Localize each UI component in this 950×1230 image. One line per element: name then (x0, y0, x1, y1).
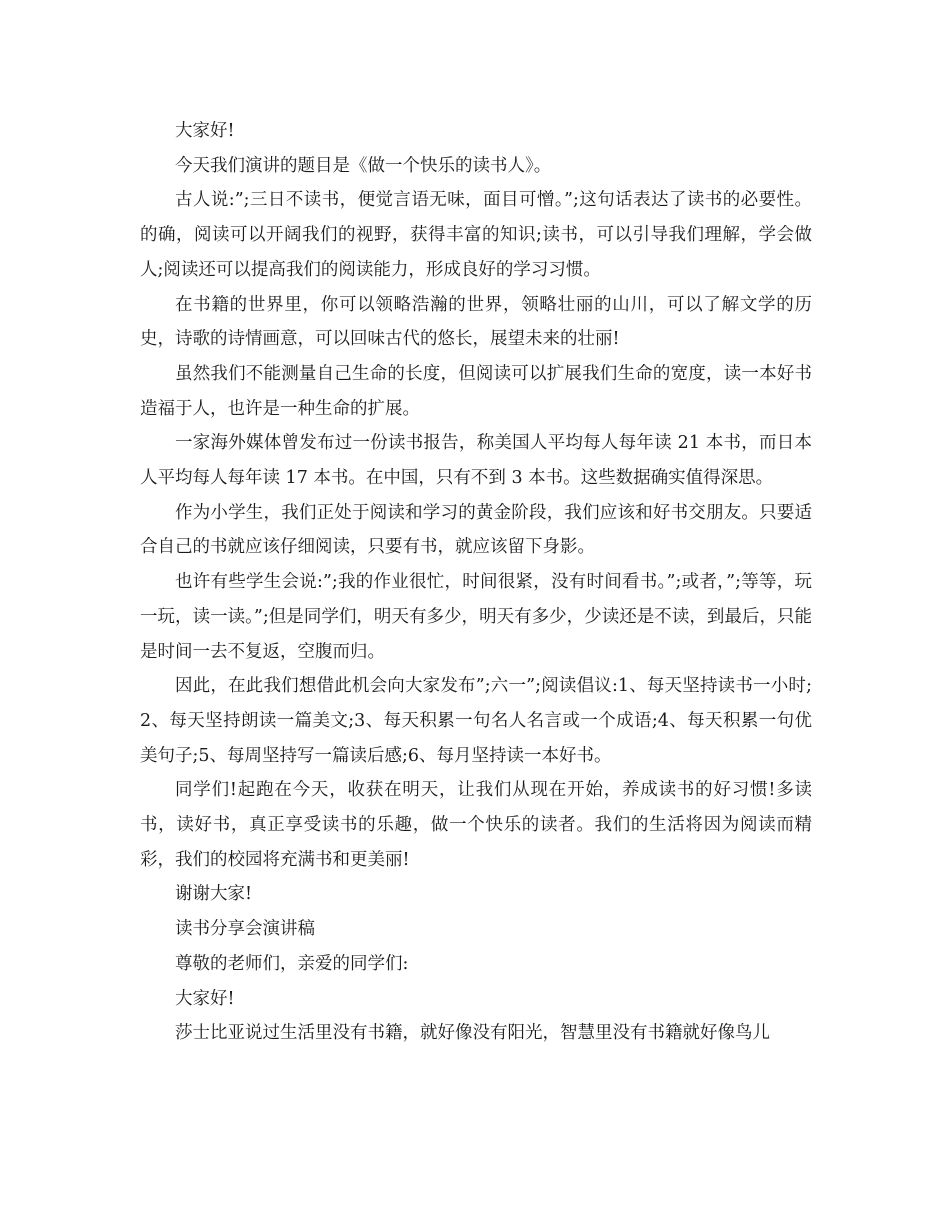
paragraph-speech-topic: 今天我们演讲的题目是《做一个快乐的读书人》。 (175, 155, 552, 176)
paragraph-ancient-saying: 古人说:”;三日不读书，便觉言语无味，面目可憎。”;这句话表达了读书的必要性。的确，阅读可以开阔我们的视野，获得丰富的知识;读书，可以引导我们理解，学会做人;阅读还可以提高我们的阅读能力，形成良好的学习习惯。 (140, 190, 812, 280)
paragraph-greeting: 大家好! (175, 121, 235, 141)
paragraph-thanks: 谢谢大家! (175, 884, 253, 905)
paragraph-salutation: 尊敬的老师们，亲爱的同学们: (175, 953, 409, 974)
paragraph-shakespeare-quote: 莎士比亚说过生活里没有书籍，就好像没有阳光，智慧里没有书籍就好像鸟儿 (175, 1023, 770, 1044)
speech-text-body (140, 114, 812, 1051)
paragraph-primary-students: 作为小学生，我们正处于阅读和学习的黄金阶段，我们应该和好书交朋友。只要适合自己的书就应该仔细阅读，只要有书，就应该留下身影。 (140, 502, 812, 558)
paragraph-world-of-books: 在书籍的世界里，你可以领略浩瀚的世界，领略壮丽的山川，可以了解文学的历史，诗歌的诗情画意，可以回味古代的悠长，展望未来的壮丽! (140, 294, 812, 350)
paragraph-second-title: 读书分享会演讲稿 (175, 919, 315, 940)
paragraph-reading-report: 一家海外媒体曾发布过一份读书报告，称美国人平均每人每年读 21 本书，而日本人平均每人每年读 17 本书。在中国，只有不到 3 本书。这些数据确实值得深思。 (140, 433, 812, 489)
paragraph-greeting-2: 大家好! (175, 988, 235, 1009)
paragraph-life-width: 虽然我们不能测量自己生命的长度，但阅读可以扩展我们生命的宽度，读一本好书造福于人，也许是一种生命的扩展。 (140, 363, 812, 419)
paragraph-reading-proposal: 因此，在此我们想借此机会向大家发布”;六一”;阅读倡议:1、每天坚持读书一小时; 2、每天坚持朗读一篇美文;3、每天积累一句名人名言或一个成语;4、每天积累一句优美句子;5、每周坚持写一篇读后感;6、每月坚持读一本好书。 (140, 676, 812, 766)
paragraph-no-time-excuse: 也许有些学生会说:”;我的作业很忙，时间很紧，没有时间看书。”;或者，”;等等，玩一玩，读一读。”;但是同学们，明天有多少，明天有多少，少读还是不读，到最后，只能是时间一去不复返，空腹而归。 (140, 572, 812, 662)
paragraph-call-to-action: 同学们!起跑在今天，收获在明天，让我们从现在开始，养成读书的好习惯!多读书，读好书，真正享受读书的乐趣，做一个快乐的读者。我们的生活将因为阅读而精彩，我们的校园将充满书和更美丽! (140, 780, 812, 870)
